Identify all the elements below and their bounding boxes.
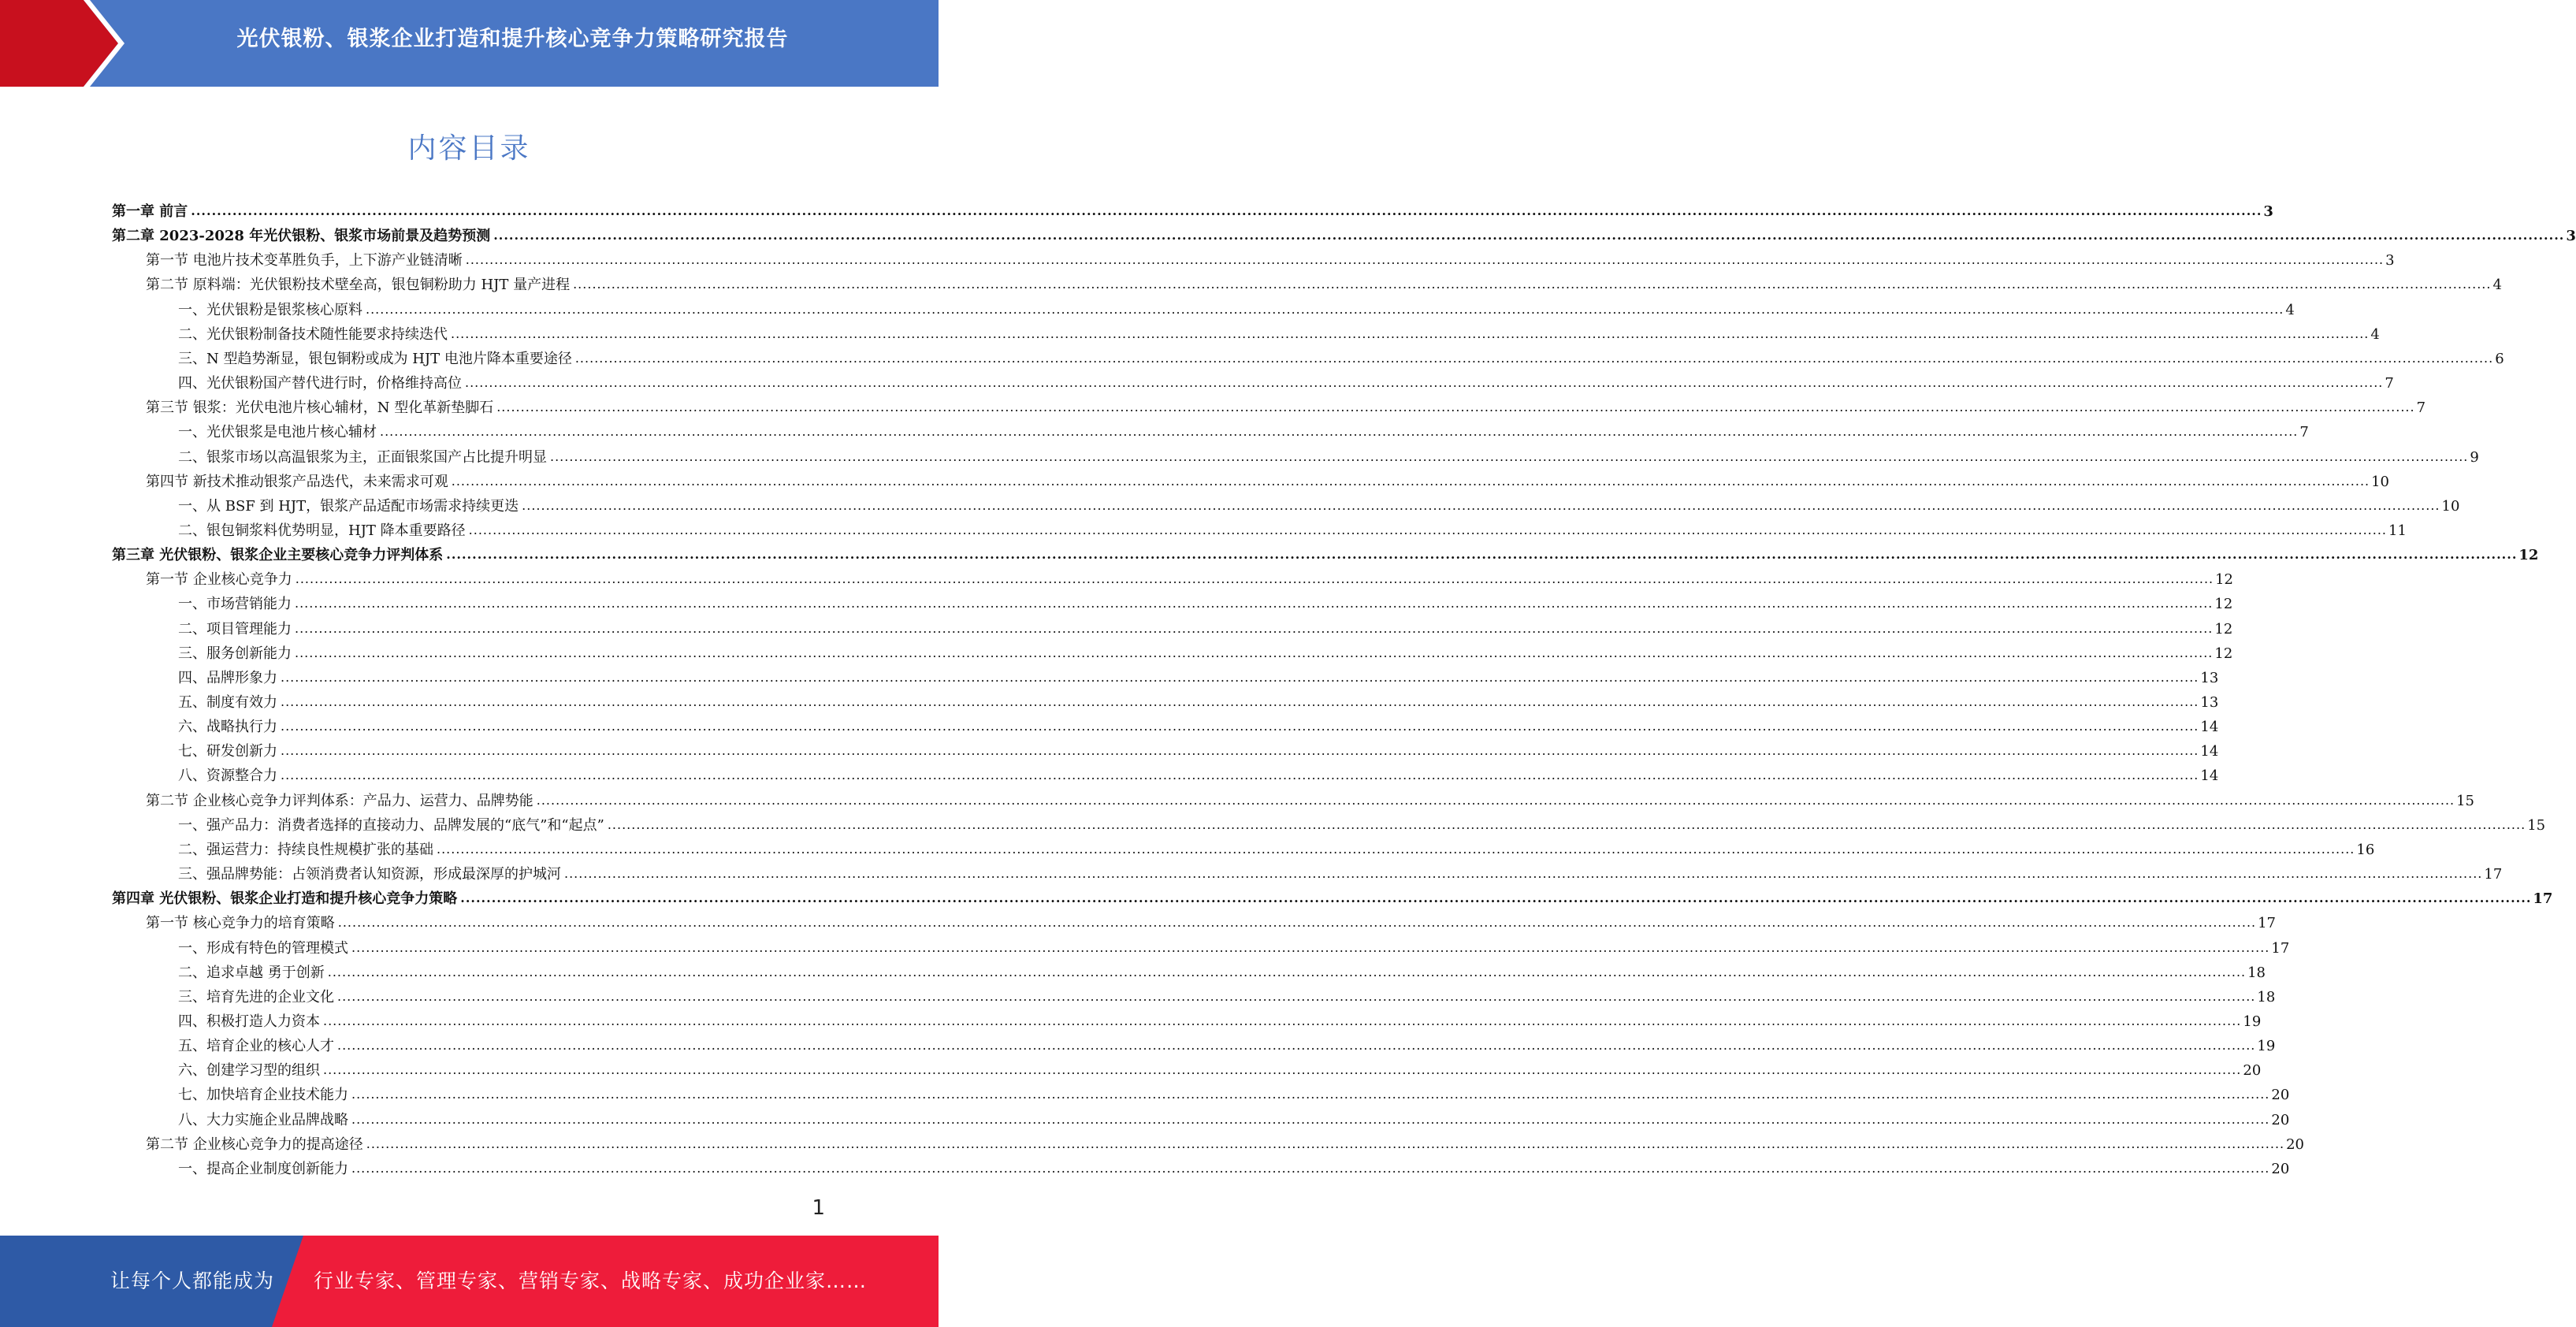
toc-entry-title: 一、形成有特色的管理模式 (178, 939, 348, 957)
toc-dot-leader: ................................................................................................................................................................................................................................................................................................................................................................................................................ (281, 694, 2199, 709)
toc-entry-title: 六、创建学习型的组织 (178, 1062, 320, 1080)
toc-entry[interactable] (146, 249, 2395, 269)
toc-entry-title: 七、研发创新力 (178, 743, 277, 760)
toc-dot-leader: ................................................................................................................................................................................................................................................................................................................................................................................................................ (351, 939, 2270, 955)
page-footer (0, 1236, 939, 1327)
toc-entry-page: 7 (2416, 400, 2426, 417)
toc-entry-page: 12 (2214, 596, 2233, 613)
toc-entry[interactable] (178, 372, 2394, 392)
toc-entry-title: 八、大力实施企业品牌战略 (178, 1111, 348, 1128)
toc-entry-title: 三、强品牌势能：占领消费者认知资源，形成最深厚的护城河 (178, 866, 561, 883)
toc-entry-title: 第一节 电池片技术变革胜负手，上下游产业链清晰 (146, 252, 463, 269)
toc-entry-page: 4 (2492, 277, 2502, 294)
toc-dot-leader: ................................................................................................................................................................................................................................................................................................................................................................................................................ (564, 866, 2483, 882)
toc-dot-leader: ................................................................................................................................................................................................................................................................................................................................................................................................................ (465, 375, 2384, 391)
toc-entry[interactable] (146, 568, 2234, 589)
toc-entry[interactable] (178, 764, 2219, 785)
toc-entry[interactable] (178, 740, 2219, 760)
toc-dot-leader: ................................................................................................................................................................................................................................................................................................................................................................................................................ (465, 252, 2385, 268)
toc-dot-leader: ................................................................................................................................................................................................................................................................................................................................................................................................................ (380, 424, 2299, 440)
toc-dot-leader: ................................................................................................................................................................................................................................................................................................................................................................................................................ (281, 719, 2199, 734)
toc-entry[interactable] (178, 618, 2233, 638)
toc-dot-leader: ................................................................................................................................................................................................................................................................................................................................................................................................................ (573, 277, 2492, 292)
toc-entry-page: 20 (2271, 1160, 2290, 1177)
toc-entry[interactable] (146, 273, 2502, 294)
toc-dot-leader: ................................................................................................................................................................................................................................................................................................................................................................................................................ (451, 473, 2370, 489)
toc-dot-leader: ................................................................................................................................................................................................................................................................................................................................................................................................................ (323, 1013, 2242, 1028)
toc-entry-title: 第一节 企业核心竞争力 (146, 571, 292, 589)
toc-entry-page: 3 (2566, 228, 2576, 245)
toc-entry-page: 3 (2263, 203, 2273, 220)
toc-dot-leader: ................................................................................................................................................................................................................................................................................................................................................................................................................ (536, 792, 2455, 808)
toc-entry-title: 二、项目管理能力 (178, 620, 292, 637)
toc-entry-title: 三、培育先进的企业文化 (178, 988, 334, 1005)
toc-dot-leader: ................................................................................................................................................................................................................................................................................................................................................................................................................ (351, 1111, 2270, 1127)
toc-entry[interactable] (178, 495, 2460, 515)
toc-entry-page: 12 (2214, 620, 2233, 637)
toc-entry[interactable] (146, 1133, 2305, 1154)
toc-entry[interactable] (178, 299, 2295, 319)
toc-entry[interactable] (146, 790, 2475, 810)
toc-dot-leader: ................................................................................................................................................................................................................................................................................................................................................................................................................ (337, 988, 2256, 1004)
toc-entry[interactable] (112, 887, 2553, 908)
toc-entry-page: 4 (2285, 301, 2295, 318)
page-header (0, 0, 939, 87)
toc-dot-leader: ................................................................................................................................................................................................................................................................................................................................................................................................................ (295, 620, 2214, 636)
toc-dot-leader: ................................................................................................................................................................................................................................................................................................................................................................................................................ (351, 1160, 2270, 1176)
footer-slogan-left: 让每个人都能成为 (110, 1269, 275, 1292)
toc-dot-leader: ................................................................................................................................................................................................................................................................................................................................................................................................................ (295, 645, 2214, 660)
toc-entry-page: 17 (2271, 939, 2290, 957)
toc-entry[interactable] (112, 544, 2539, 564)
toc-entry-page: 12 (2215, 571, 2234, 589)
toc-entry-title: 第二章 2023-2028 年光伏银粉、银浆市场前景及趋势预测 (112, 228, 491, 245)
toc-entry-title: 七、加快培育企业技术能力 (178, 1087, 348, 1104)
toc-entry-title: 一、光伏银粉是银浆核心原料 (178, 301, 362, 318)
toc-entry-page: 19 (2243, 1013, 2262, 1030)
toc-entry-page: 11 (2388, 522, 2407, 539)
toc-entry[interactable] (178, 593, 2233, 613)
toc-entry-page: 7 (2299, 424, 2309, 441)
toc-dot-leader: ................................................................................................................................................................................................................................................................................................................................................................................................................ (468, 522, 2388, 537)
toc-entry-title: 五、制度有效力 (178, 694, 277, 711)
toc-entry-page: 12 (2518, 547, 2539, 564)
toc-entry-title: 二、强运营力：持续良性规模扩张的基础 (178, 841, 433, 858)
toc-entry-title: 四、光伏银粉国产替代进行时，价格维持高位 (178, 375, 462, 392)
toc-entry-page: 18 (2257, 988, 2276, 1005)
toc-entry-page: 14 (2200, 719, 2219, 736)
toc-entry-title: 第三节 银浆：光伏电池片核心辅材，N 型化革新垫脚石 (146, 400, 494, 417)
toc-dot-leader: ................................................................................................................................................................................................................................................................................................................................................................................................................ (522, 497, 2440, 513)
toc-entry[interactable] (178, 716, 2219, 736)
toc-dot-leader: ................................................................................................................................................................................................................................................................................................................................................................................................................ (366, 301, 2284, 317)
footer-slogan-right: 行业专家、管理专家、营销专家、战略专家、成功企业家…… (314, 1269, 868, 1292)
toc-dot-leader: ................................................................................................................................................................................................................................................................................................................................................................................................................ (496, 400, 2415, 415)
toc-entry[interactable] (112, 200, 2273, 221)
toc-entry[interactable] (178, 937, 2290, 957)
toc-entry[interactable] (178, 838, 2375, 859)
toc-entry-title: 第三章 光伏银粉、银浆企业主要核心竞争力评判体系 (112, 547, 444, 564)
toc-entry-title: 第四章 光伏银粉、银浆企业打造和提升核心竞争力策略 (112, 890, 458, 908)
toc-entry[interactable] (178, 1084, 2290, 1104)
toc-entry-page: 10 (2441, 497, 2460, 515)
toc-entry[interactable] (178, 1109, 2290, 1129)
toc-dot-leader: ................................................................................................................................................................................................................................................................................................................................................................................................................ (446, 547, 2518, 563)
toc-entry-page: 13 (2200, 694, 2219, 711)
toc-dot-leader: ................................................................................................................................................................................................................................................................................................................................................................................................................ (366, 1136, 2285, 1151)
toc-entry-page: 9 (2470, 448, 2479, 466)
toc-entry-title: 三、N 型趋势渐显，银包铜粉或成为 HJT 电池片降本重要途径 (178, 350, 572, 367)
toc-entry-page: 15 (2456, 792, 2475, 809)
toc-entry-title: 二、追求卓越 勇于创新 (178, 964, 325, 981)
toc-entry[interactable] (178, 961, 2266, 982)
toc-dot-leader: ................................................................................................................................................................................................................................................................................................................................................................................................................ (437, 841, 2355, 857)
toc-entry[interactable] (178, 1010, 2262, 1031)
toc-entry-title: 第二节 企业核心竞争力的提高途径 (146, 1136, 363, 1153)
toc-entry-title: 一、光伏银浆是电池片核心辅材 (178, 424, 377, 441)
toc-entry[interactable] (178, 1035, 2276, 1055)
toc-entry-title: 四、品牌形象力 (178, 669, 277, 686)
toc-entry-title: 一、市场营销能力 (178, 596, 292, 613)
toc-entry-page: 14 (2200, 768, 2219, 785)
toc-entry-title: 八、资源整合力 (178, 768, 277, 785)
toc-entry-page: 20 (2243, 1062, 2262, 1080)
toc-entry-title: 四、积极打造人力资本 (178, 1013, 320, 1030)
toc-entry-page: 17 (2484, 866, 2503, 883)
toc-entry-page: 10 (2371, 473, 2390, 490)
toc-dot-leader: ................................................................................................................................................................................................................................................................................................................................................................................................................ (451, 325, 2370, 341)
toc-entry[interactable] (112, 225, 2576, 245)
toc-entry-page: 14 (2200, 743, 2219, 760)
toc-entry-page: 6 (2495, 350, 2504, 367)
toc-dot-leader: ................................................................................................................................................................................................................................................................................................................................................................................................................ (281, 743, 2199, 759)
toc-entry-page: 18 (2247, 964, 2266, 981)
toc-entry-title: 一、从 BSF 到 HJT，银浆产品适配市场需求持续更迭 (178, 497, 519, 515)
toc-dot-leader: ................................................................................................................................................................................................................................................................................................................................................................................................................ (493, 228, 2565, 243)
toc-entry-title: 二、光伏银粉制备技术随性能要求持续迭代 (178, 325, 448, 343)
toc-entry[interactable] (178, 1059, 2262, 1080)
toc-dot-leader: ................................................................................................................................................................................................................................................................................................................................................................................................................ (323, 1062, 2242, 1078)
toc-entry-page: 16 (2356, 841, 2375, 858)
toc-entry-page: 17 (2258, 915, 2277, 932)
toc-entry[interactable] (178, 667, 2219, 687)
toc-entry[interactable] (146, 396, 2426, 417)
toc-entry[interactable] (178, 446, 2479, 466)
toc-entry-page: 17 (2533, 890, 2553, 908)
toc-entry[interactable] (178, 986, 2276, 1006)
toc-entry-page: 19 (2257, 1038, 2276, 1055)
toc-entry[interactable] (178, 348, 2504, 368)
toc-dot-leader: ................................................................................................................................................................................................................................................................................................................................................................................................................ (191, 203, 2262, 218)
toc-dot-leader: ................................................................................................................................................................................................................................................................................................................................................................................................................ (281, 669, 2199, 685)
toc-dot-leader: ................................................................................................................................................................................................................................................................................................................................................................................................................ (460, 890, 2532, 906)
toc-dot-leader: ................................................................................................................................................................................................................................................................................................................................................................................................................ (550, 448, 2469, 464)
toc-entry-page: 20 (2286, 1136, 2305, 1153)
toc-entry-title: 二、银浆市场以高温银浆为主，正面银浆国产占比提升明显 (178, 448, 547, 466)
toc-dot-leader: ................................................................................................................................................................................................................................................................................................................................................................................................................ (337, 915, 2257, 931)
toc-entry-page: 13 (2200, 669, 2219, 686)
toc-entry-title: 第四节 新技术推动银浆产品迭代，未来需求可观 (146, 473, 448, 490)
toc-entry-title: 三、服务创新能力 (178, 645, 292, 662)
toc-entry[interactable] (178, 421, 2309, 441)
toc-entry-title: 第二节 原料端：光伏银粉技术壁垒高，银包铜粉助力 HJT 量产进程 (146, 277, 571, 294)
toc-entry-title: 六、战略执行力 (178, 719, 277, 736)
toc-entry[interactable] (178, 642, 2233, 663)
toc-entry-page: 4 (2370, 325, 2380, 343)
toc-entry-page: 15 (2527, 816, 2546, 834)
toc-entry[interactable] (146, 470, 2390, 491)
toc-entry-title: 一、强产品力：消费者选择的直接动力、品牌发展的“底气”和“起点” (178, 816, 604, 834)
toc-entry-title: 第一节 核心竞争力的培育策略 (146, 915, 335, 932)
toc-entry-page: 20 (2271, 1087, 2290, 1104)
toc-entry-title: 一、提高企业制度创新能力 (178, 1160, 348, 1177)
toc-dot-leader: ................................................................................................................................................................................................................................................................................................................................................................................................................ (607, 816, 2526, 832)
toc-entry-title: 二、银包铜浆料优势明显，HJT 降本重要路径 (178, 522, 466, 539)
toc-entry-title: 第一章 前言 (112, 203, 188, 220)
toc-entry-page: 3 (2385, 252, 2395, 269)
toc-entry-page: 20 (2271, 1111, 2290, 1128)
toc-entry[interactable] (178, 1158, 2290, 1178)
header-chevron-icon (0, 0, 120, 87)
toc-dot-leader: ................................................................................................................................................................................................................................................................................................................................................................................................................ (574, 350, 2494, 366)
toc-entry-title: 第二节 企业核心竞争力评判体系：产品力、运营力、品牌势能 (146, 792, 533, 809)
toc-dot-leader: ................................................................................................................................................................................................................................................................................................................................................................................................................ (295, 571, 2214, 587)
toc-dot-leader: ................................................................................................................................................................................................................................................................................................................................................................................................................ (327, 964, 2247, 979)
toc-dot-leader: ................................................................................................................................................................................................................................................................................................................................................................................................................ (337, 1038, 2256, 1054)
toc-heading: 内容目录 (407, 132, 531, 165)
toc-dot-leader: ................................................................................................................................................................................................................................................................................................................................................................................................................ (281, 768, 2199, 783)
toc-entry[interactable] (178, 863, 2503, 883)
toc-entry-page: 7 (2385, 375, 2394, 392)
toc-dot-leader: ................................................................................................................................................................................................................................................................................................................................................................................................................ (351, 1087, 2270, 1102)
report-title: 光伏银粉、银浆企业打造和提升核心竞争力策略研究报告 (236, 27, 789, 51)
toc-entry-title: 五、培育企业的核心人才 (178, 1038, 334, 1055)
toc-entry[interactable] (178, 691, 2219, 712)
toc-entry[interactable] (178, 519, 2407, 540)
toc-dot-leader: ................................................................................................................................................................................................................................................................................................................................................................................................................ (295, 596, 2214, 611)
toc-entry[interactable] (146, 912, 2277, 932)
page-number: 1 (812, 1196, 825, 1220)
toc-entry[interactable] (178, 814, 2546, 834)
toc-entry-page: 12 (2214, 645, 2233, 662)
toc-entry[interactable] (178, 323, 2380, 344)
